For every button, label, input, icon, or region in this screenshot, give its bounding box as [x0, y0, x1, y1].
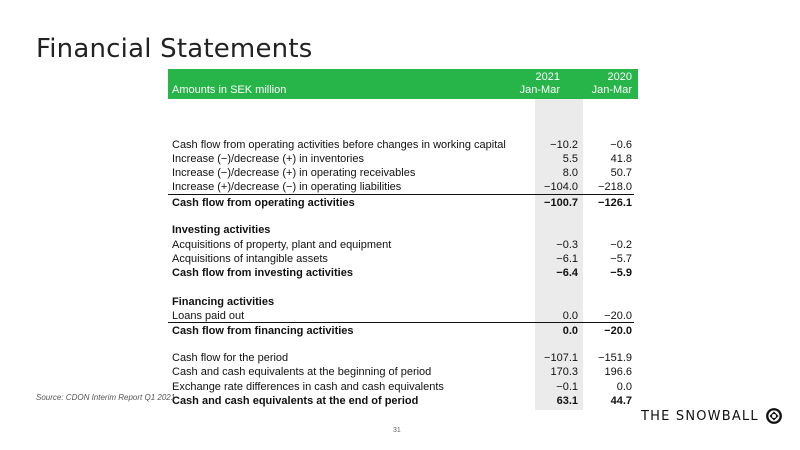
table-row: [168, 138, 638, 152]
header-col-2021: [500, 71, 560, 97]
snowball-logo: [641, 407, 783, 425]
header-period: Jan-Mar: [519, 84, 560, 96]
row-label: Financing activities: [172, 296, 275, 308]
table-row: [168, 196, 638, 210]
table-row: [168, 166, 638, 180]
row-label: Cash flow for the period: [172, 352, 289, 364]
row-label: Cash flow from operating activities: [172, 197, 355, 209]
row-value-2021: 63.1: [556, 395, 578, 407]
table-row: [168, 380, 638, 394]
row-value-2020: −5.9: [610, 267, 632, 279]
snowball-logo-icon: [765, 407, 783, 425]
row-value-2020: −5.7: [610, 253, 632, 265]
row-value-2021: 0.0: [562, 325, 578, 337]
header-label: Amounts in SEK million: [172, 84, 287, 96]
row-label: Cash flow from operating activities before changes in working capital: [172, 139, 506, 151]
row-value-2021: 0.0: [562, 310, 578, 322]
row-value-2020: −126.1: [598, 197, 632, 209]
table-row: [168, 238, 638, 252]
logo-text: THE SNOWBALL: [641, 408, 759, 424]
row-value-2021: −0.3: [556, 239, 578, 251]
table-row: [168, 223, 638, 237]
row-label: Cash and cash equivalents at the end of period: [172, 395, 419, 407]
row-label: Cash flow from financing activities: [172, 325, 354, 337]
row-value-2020: −20.0: [604, 325, 632, 337]
row-value-2020: 196.6: [604, 366, 632, 378]
header-period: Jan-Mar: [591, 84, 632, 96]
row-value-2020: −20.0: [604, 310, 632, 322]
row-value-2021: 170.3: [550, 366, 578, 378]
row-label: Investing activities: [172, 224, 271, 236]
source-note: Source: CDON Interim Report Q1 2021: [36, 393, 176, 402]
row-divider: [168, 194, 634, 195]
table-header: [168, 69, 638, 99]
row-value-2021: −107.1: [544, 352, 578, 364]
row-label: Acquisitions of intangible assets: [172, 253, 328, 265]
table-row: [168, 180, 638, 194]
row-value-2020: −0.6: [610, 139, 632, 151]
table-row: [168, 252, 638, 266]
row-value-2020: 44.7: [610, 395, 632, 407]
row-label: Increase (−)/decrease (+) in operating receivables: [172, 167, 416, 179]
table-row: [168, 295, 638, 309]
row-divider: [168, 322, 634, 323]
row-label: Increase (+)/decrease (−) in operating liabilities: [172, 181, 402, 193]
row-label: Increase (−)/decrease (+) in inventories: [172, 153, 364, 165]
row-label: Cash and cash equivalents at the beginning of period: [172, 366, 432, 378]
row-value-2021: −6.1: [556, 253, 578, 265]
row-value-2020: 50.7: [610, 167, 632, 179]
row-value-2021: −6.4: [556, 267, 578, 279]
row-value-2021: 5.5: [562, 153, 578, 165]
page-number: 31: [393, 427, 401, 434]
row-label: Loans paid out: [172, 310, 245, 322]
table-row: [168, 152, 638, 166]
cash-flow-table: [168, 69, 638, 407]
row-label: Cash flow from investing activities: [172, 267, 353, 279]
row-value-2021: −104.0: [544, 181, 578, 193]
table-row: [168, 309, 638, 323]
row-value-2020: −0.2: [610, 239, 632, 251]
table-row: [168, 324, 638, 338]
row-label: Exchange rate differences in cash and cash equivalents: [172, 381, 444, 393]
row-value-2020: 41.8: [610, 153, 632, 165]
page-title: Financial Statements: [36, 34, 313, 64]
header-col-2020: [574, 71, 632, 97]
row-value-2020: −151.9: [598, 352, 632, 364]
header-year: 2021: [535, 71, 560, 83]
table-row: [168, 266, 638, 280]
row-value-2020: 0.0: [616, 381, 632, 393]
table-row: [168, 351, 638, 365]
row-value-2021: 8.0: [562, 167, 578, 179]
row-value-2021: −10.2: [550, 139, 578, 151]
table-row: [168, 365, 638, 379]
row-label: Acquisitions of property, plant and equipment: [172, 239, 392, 251]
row-value-2021: −100.7: [544, 197, 578, 209]
header-year: 2020: [607, 71, 632, 83]
row-value-2021: −0.1: [556, 381, 578, 393]
table-row: [168, 394, 638, 408]
row-value-2020: −218.0: [598, 181, 632, 193]
